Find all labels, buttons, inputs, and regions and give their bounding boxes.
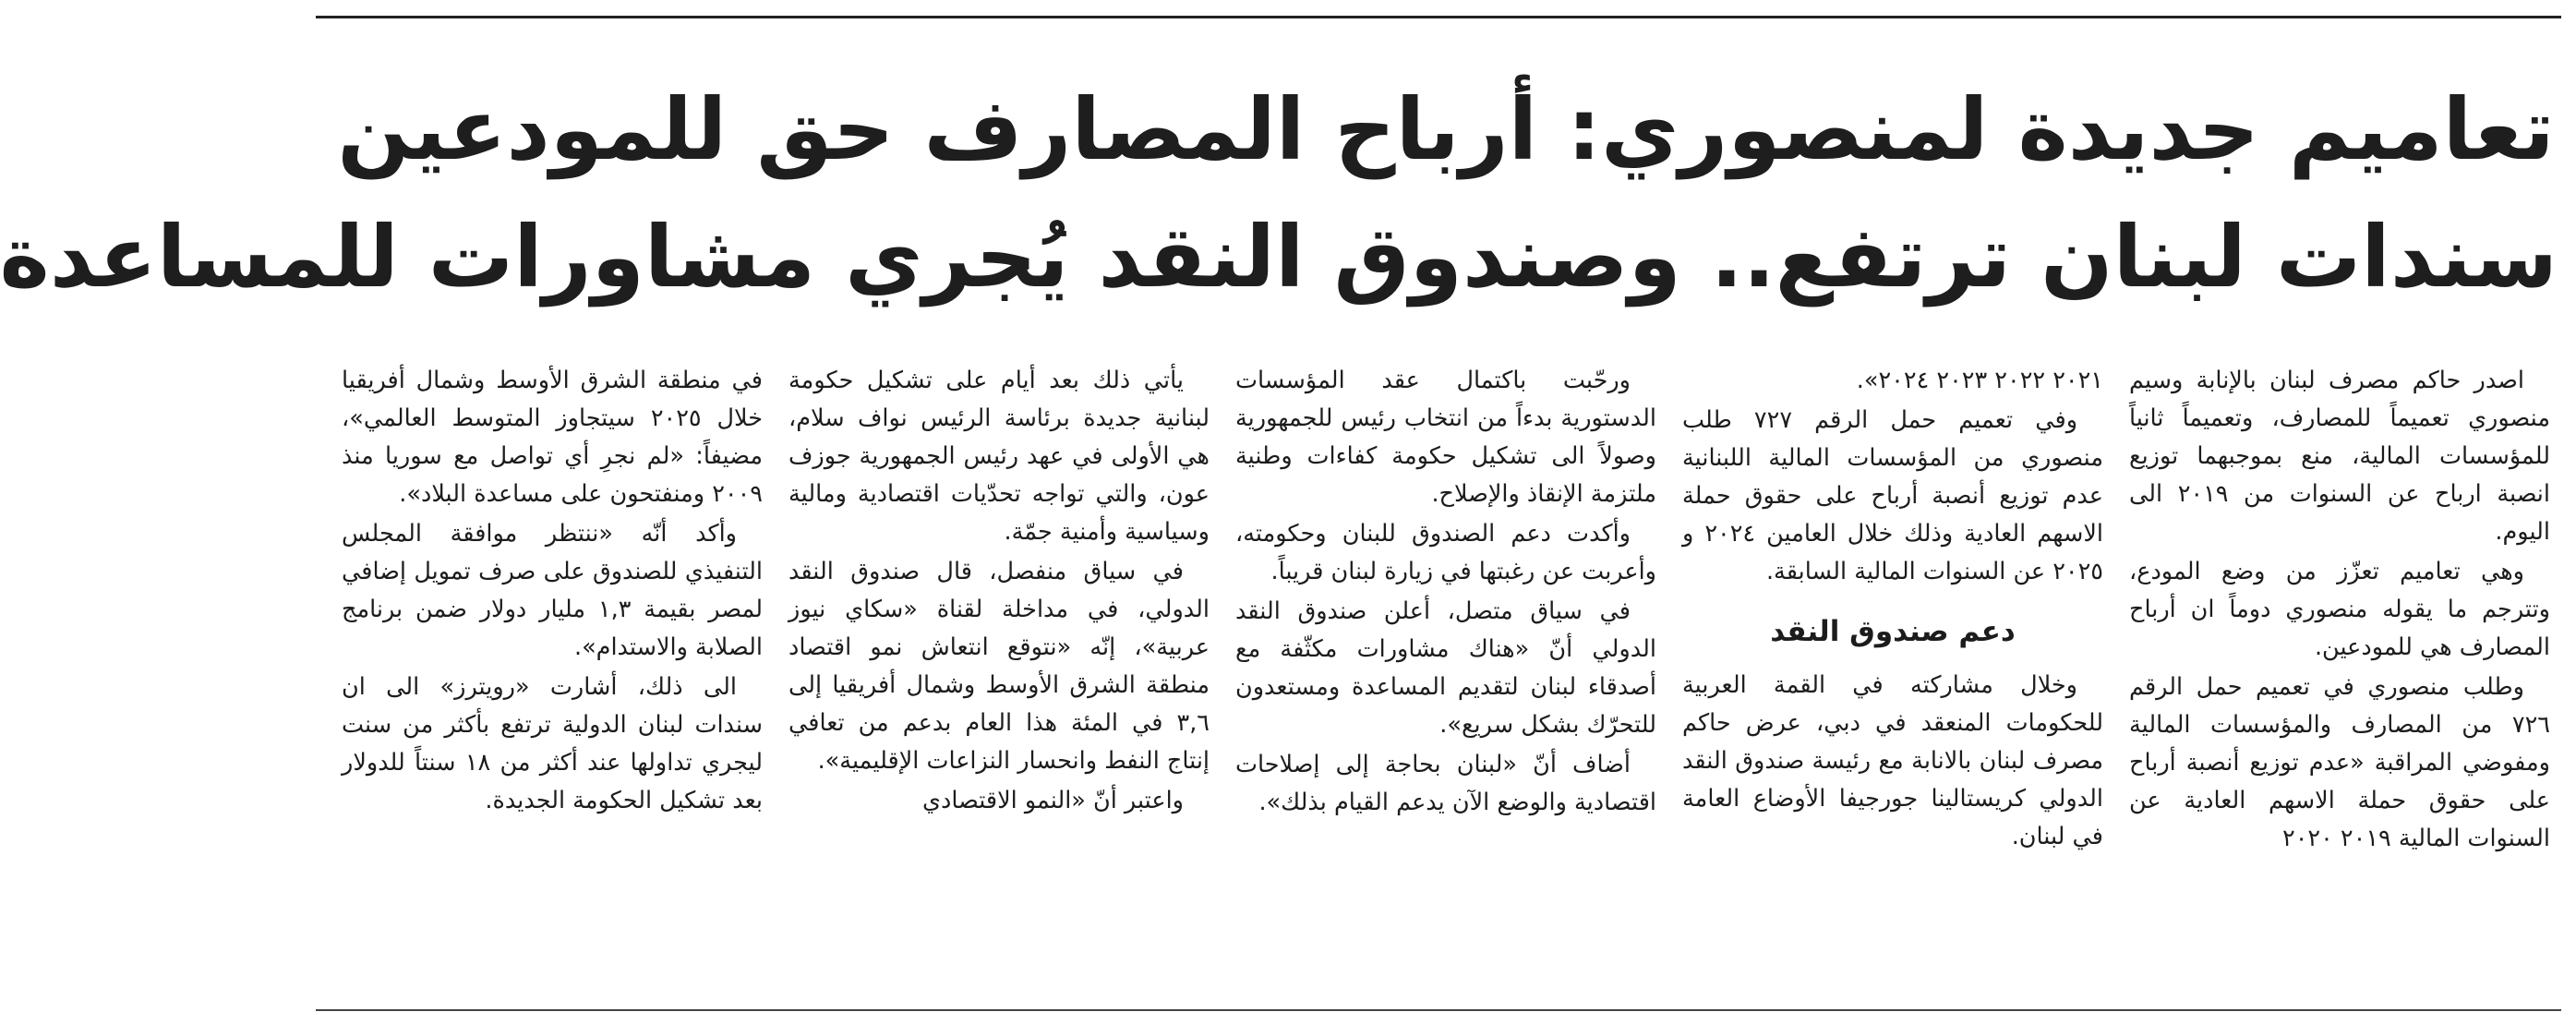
paragraph: وأكد أنّه «ننتظر موافقة المجلس التنفيذي للصندوق على صرف تمويل إضافي لمصر بقيمة ١,٣ مليار دولار ضمن برنامج الصلابة والاستدام». (342, 520, 763, 661)
headline-line-1: تعاميم جديدة لمنصوري: أرباح المصارف حق للمودعين (337, 80, 2555, 179)
article-column-4 (776, 362, 1222, 999)
article-column-3 (1222, 362, 1669, 999)
bottom-divider (316, 1009, 2561, 1011)
paragraph: ورحّبت باكتمال عقد المؤسسات الدستورية بدءاً من انتخاب رئيس للجمهورية وصولاً الى تشكيل حكومة كفاءات وطنية ملتزمة الإنقاذ والإصلاح. (1235, 367, 1656, 508)
article-column-2 (1669, 362, 2116, 999)
paragraph: وهي تعاميم تعزّز من وضع المودع، وتترجم ما يقوله منصوري دوماً ان أرباح المصارف هي للمودعين. (2129, 558, 2550, 661)
headline-line-2: سندات لبنان ترتفع.. وصندوق النقد يُجري مشاورات للمساعدة (0, 208, 2558, 307)
paragraph: في سياق متصل، أعلن صندوق النقد الدولي أنّ «هناك مشاورات مكثّفة مع أصدقاء لبنان لتقديم المساعدة ومستعدون للتحرّك بشكل سريع». (1235, 597, 1656, 739)
article-column-1 (2116, 362, 2563, 999)
paragraph: وطلب منصوري في تعميم حمل الرقم ٧٢٦ من المصارف والمؤسسات المالية ومفوضي المراقبة «عدم توزيع أنصبة أرباح على حقوق حملة الاسهم العادية عن السنوات المالية ٢٠١٩ ٢٠٢٠ (2129, 673, 2550, 852)
paragraph: أضاف أنّ «لبنان بحاجة إلى إصلاحات اقتصادية والوضع الآن يدعم القيام بذلك». (1235, 751, 1656, 816)
paragraph: يأتي ذلك بعد أيام على تشكيل حكومة لبنانية جديدة برئاسة الرئيس نواف سلام، هي الأولى في عهد رئيس الجمهورية جوزف عون، والتي تواجه تحدّيات اقتصادية ومالية وسياسية وأمنية جمّة. (788, 367, 1210, 546)
paragraph: الى ذلك، أشارت «رويترز» الى ان سندات لبنان الدولية ترتفع بأكثر من سنت ليجري تداولها عند أكثر من ١٨ سنتاً للدولار بعد تشكيل الحكومة الجديدة. (342, 673, 763, 814)
paragraph: اصدر حاكم مصرف لبنان بالإنابة وسيم منصوري تعميماً للمصارف، وتعميماً ثانياً للمؤسسات المالية، منع بموجبهما توزيع انصبة ارباح عن السنوات من ٢٠١٩ الى اليوم. (2129, 367, 2550, 546)
headline (0, 66, 2558, 334)
paragraph: واعتبر أنّ «النمو الاقتصادي (922, 787, 1184, 814)
article-column-5 (329, 362, 776, 999)
paragraph: وأكدت دعم الصندوق للبنان وحكومته، وأعربت عن رغبتها في زيارة لبنان قريباً. (1235, 520, 1656, 585)
paragraph: وخلال مشاركته في القمة العربية للحكومات المنعقد في دبي، عرض حاكم مصرف لبنان بالانابة مع رئيسة صندوق النقد الدولي كريستالينا جورجيفا الأوضاع العامة في لبنان. (1682, 671, 2103, 850)
article-columns (329, 362, 2563, 999)
top-divider (316, 16, 2561, 18)
paragraph: في منطقة الشرق الأوسط وشمال أفريقيا خلال ٢٠٢٥ سيتجاوز المتوسط العالمي»، مضيفاً: «لم نجرِ أي تواصل مع سوريا منذ ٢٠٠٩ ومنفتحون على مساعدة البلاد». (342, 367, 763, 508)
paragraph: في سياق منفصل، قال صندوق النقد الدولي، في مداخلة لقناة «سكاي نيوز عربية»، إنّه «نتوقع انتعاش نمو اقتصاد منطقة الشرق الأوسط وشمال أفريقيا إلى ٣,٦ في المئة هذا العام بدعم من تعافي إنتاج النفط وانحسار النزاعات الإقليمية». (788, 558, 1210, 775)
paragraph: وفي تعميم حمل الرقم ٧٢٧ طلب منصوري من المؤسسات المالية اللبنانية عدم توزيع أنصبة أرباح على حقوق حملة الاسهم العادية وذلك خلال العامين ٢٠٢٤ و ٢٠٢٥ عن السنوات المالية السابقة. (1682, 406, 2103, 585)
paragraph: ٢٠٢١ ٢٠٢٢ ٢٠٢٣ ٢٠٢٤». (1856, 367, 2103, 394)
section-subheading: دعم صندوق النقد (1770, 615, 2016, 648)
